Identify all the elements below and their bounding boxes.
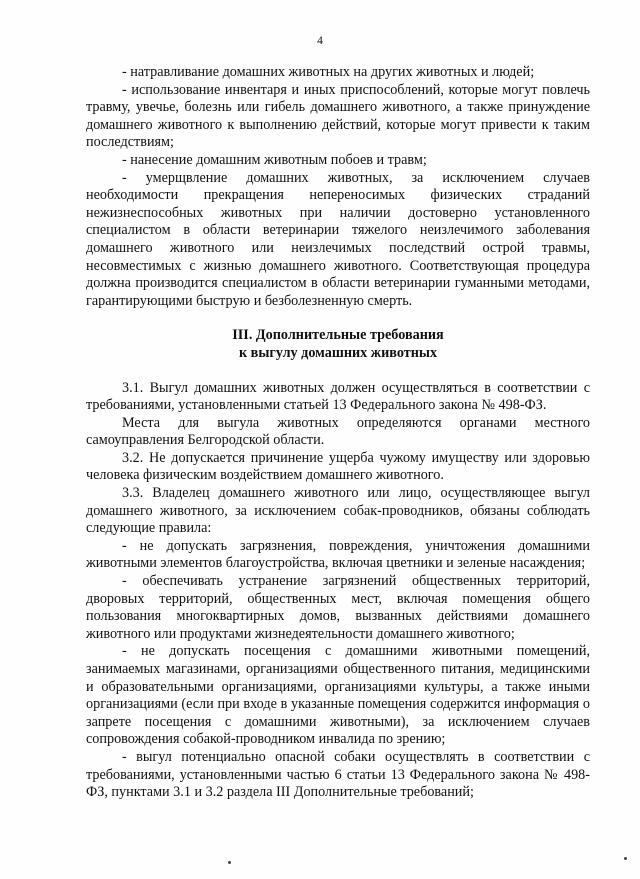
paragraph: - обеспечивать устранение загрязнений общественных территорий, дворовых территорий, общественных мест, включая помещения общего пользования многоквартирных домов, вызванных действиями домашнего животного или продуктами жизнедеятельности домашнего животного;	[86, 573, 590, 642]
paragraph: 3.1. Выгул домашних животных должен осуществляться в соответствии с требованиями, установленными статьей 13 Федерального закона № 498-ФЗ.	[86, 379, 590, 414]
paragraph: - не допускать посещения с домашними животными помещений, занимаемых магазинами, организациями общественного питания, медицинскими и образовательными организациями, организациями культуры, а также иными организациями (если при входе в указанные помещения содержится информация о запрете посещения с домашними животными), за исключением случаев сопровождения собакой-проводником инвалида по зрению;	[86, 643, 590, 748]
section-heading-line-2: к выгулу домашних животных	[238, 344, 438, 361]
paragraph: - умерщвление домашних животных, за исключением случаев необходимости прекращения непереносимых физических страданий нежизнеспособных животных при наличии достоверно установленного специалистом в области ветеринарии тяжелого неизлечимого заболевания домашнего животного или неизлечимых последствий острой травмы, несовместимых с жизнью домашнего животного. Соответствующая процедура должна производится специалистом в области ветеринарии гуманными методами, гарантирующими быструю и безболезненную смерть.	[86, 169, 590, 309]
paragraph: 3.3. Владелец домашнего животного или лицо, осуществляющее выгул домашнего животного, за исключением собак-проводников, обязаны соблюдать следующие правила:	[86, 485, 590, 537]
paragraph: Места для выгула животных определяются органами местного самоуправления Белгородской области.	[86, 414, 590, 449]
paragraph: - нанесение домашним животным побоев и травм;	[122, 151, 427, 168]
scan-speck	[228, 861, 231, 864]
paragraph: - натравливание домашних животных на других животных и людей;	[122, 64, 535, 80]
page-number: 4	[317, 35, 323, 47]
paragraph: - использование инвентаря и иных приспособлений, которые могут повлечь травму, увечье, болезнь или гибель домашнего животного, а также принуждение домашнего животного к выполнению действий, которые могут привести к таким последствиям;	[86, 81, 590, 151]
paragraph: - не допускать загрязнения, повреждения, уничтожения домашними животными элементов благоустройства, включая цветники и зеленые насаждения;	[86, 537, 590, 572]
section-heading	[86, 327, 590, 362]
scan-speck	[624, 857, 627, 860]
paragraph: 3.2. Не допускается причинение ущерба чужому имуществу или здоровью человека физическим воздействием домашнего животного.	[86, 449, 590, 484]
paragraph: - выгул потенциально опасной собаки осуществлять в соответствии с требованиями, установленными частью 6 статьи 13 Федерального закона № 498-ФЗ, пунктами 3.1 и 3.2 раздела III Дополнительные требований;	[86, 748, 590, 801]
document-body	[86, 64, 590, 802]
section-heading-line-1: III. Дополнительные требования	[232, 327, 444, 344]
